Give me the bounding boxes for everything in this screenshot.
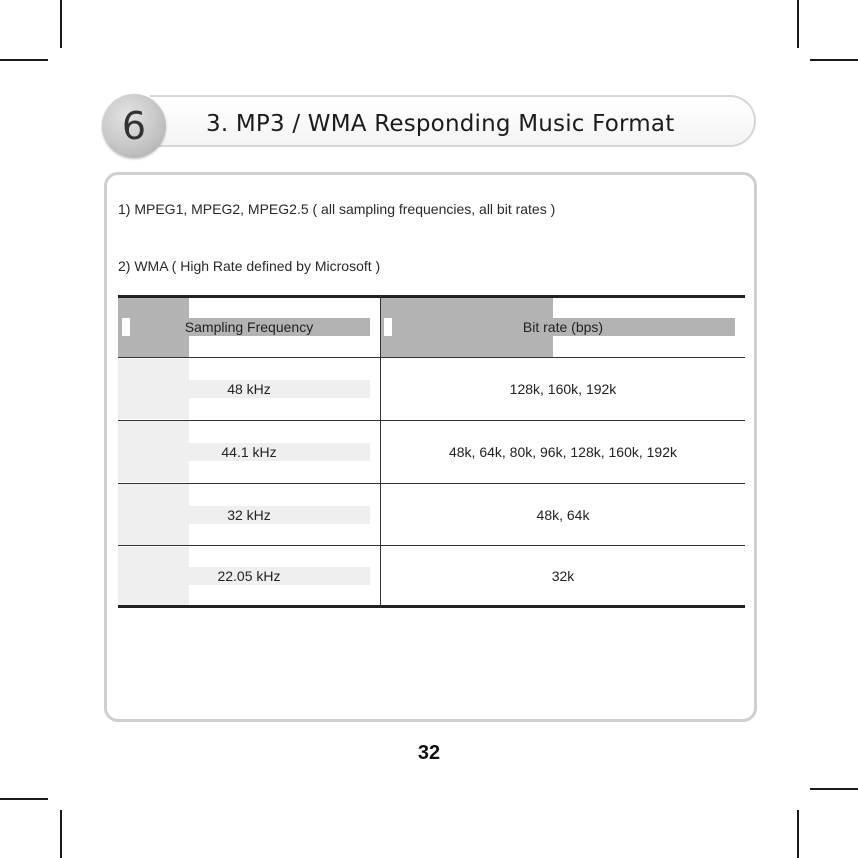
table-cell-frequency: 22.05 kHz [217, 568, 281, 584]
format-item-mpeg: 1) MPEG1, MPEG2, MPEG2.5 ( all sampling frequencies, all bit rates ) [118, 201, 556, 217]
chapter-number: 6 [121, 104, 147, 148]
crop-mark-top-right-horizontal [810, 59, 858, 61]
format-item-wma: 2) WMA ( High Rate defined by Microsoft ) [118, 258, 381, 274]
header-sampling-frequency: Sampling Frequency [184, 319, 314, 335]
table-cell-bitrates: 32k [551, 568, 575, 584]
crop-mark-top-right-vertical [797, 0, 799, 48]
chapter-number-badge [102, 94, 166, 158]
page-number: 32 [417, 742, 441, 764]
table-cell-bitrates: 48k, 64k, 80k, 96k, 128k, 160k, 192k [448, 444, 678, 460]
crop-mark-bottom-right-horizontal [810, 788, 858, 790]
format-table [118, 295, 745, 608]
table-cell-frequency: 32 kHz [227, 507, 271, 523]
table-cell-frequency: 48 kHz [227, 381, 271, 397]
crop-mark-bottom-right-vertical [797, 810, 799, 858]
section-title: 3. MP3 / WMA Responding Music Format [206, 111, 675, 137]
crop-mark-bottom-left-horizontal [0, 798, 48, 800]
crop-mark-top-left-vertical [60, 0, 62, 48]
header-bit-rate: Bit rate (bps) [522, 319, 604, 335]
crop-mark-bottom-left-vertical [60, 810, 62, 858]
crop-mark-top-left-horizontal [0, 59, 48, 61]
table-cell-bitrates: 48k, 64k [536, 507, 590, 523]
table-cell-bitrates: 128k, 160k, 192k [509, 381, 617, 397]
table-cell-frequency: 44.1 kHz [221, 444, 277, 460]
